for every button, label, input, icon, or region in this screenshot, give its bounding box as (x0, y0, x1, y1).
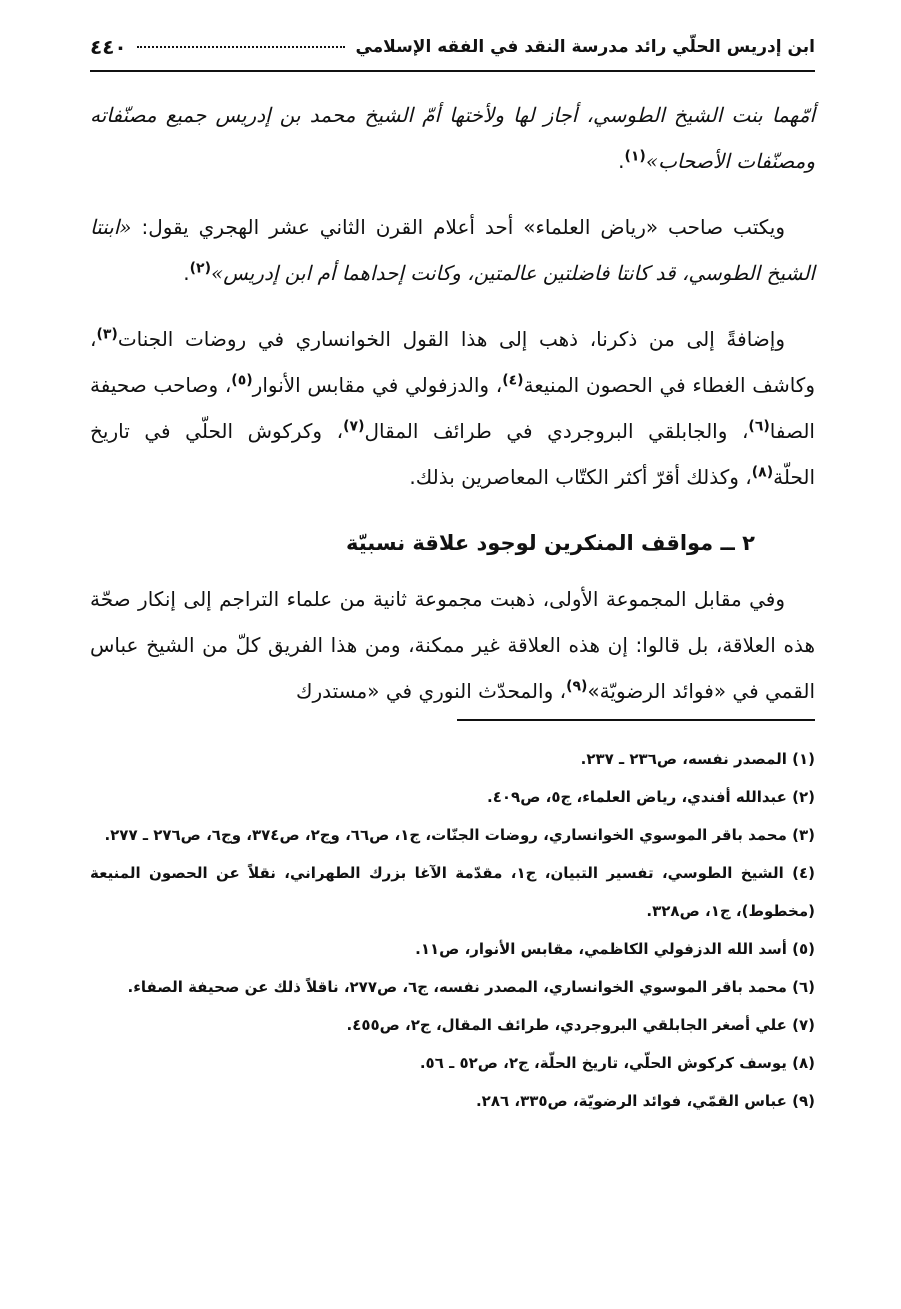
footnote-ref-7: (٧) (343, 418, 365, 435)
paragraph-3-part-3: ، والدزفولي في مقابس الأنوار (252, 373, 503, 397)
paragraph-3-part-1: وإضافةً إلى من ذكرنا، ذهب إلى هذا القول الخوانساري في روضات الجنات (117, 327, 785, 351)
footnote-ref-5: (٥) (231, 372, 253, 389)
footnote-1: (١) المصدر نفسه، ص٢٣٦ ـ ٢٣٧. (580, 750, 815, 768)
footnotes-list (90, 740, 815, 1120)
footnote-ref-1: (١) (624, 148, 646, 165)
footnote-2: (٢) عبدالله أفندي، رياض العلماء، ج٥، ص٤٠٩. (487, 788, 815, 806)
paragraph-1-end: . (618, 149, 625, 173)
footnote-4: (٤) الشيخ الطوسي، تفسير التبيان، ج١، مقدّمة الآغا بزرك الطهراني، نقلاً عن الحصون المنيعة (مخطوط)، ج١، ص٣٢٨. (90, 864, 815, 920)
footnote-7: (٧) علي أصغر الجابلقي البروجردي، طرائف المقال، ج٢، ص٤٥٥. (346, 1016, 815, 1034)
footnote-ref-6: (٦) (748, 418, 770, 435)
page-number: ٤٤٠ (90, 35, 127, 59)
paragraph-3-part-2: ، وكاشف الغطاء في الحصون المنيعة (90, 327, 815, 397)
paragraph-4-part-2: ، والمحدّث النوري في «مستدرك (296, 679, 567, 703)
footnote-ref-8: (٨) (751, 464, 774, 481)
main-text (90, 92, 815, 734)
footnote-9: (٩) عباس القمّي، فوائد الرضويّة، ص٣٣٥، ٢٨٦. (475, 1092, 815, 1110)
paragraph-3 (90, 316, 815, 500)
paragraph-2-end: . (183, 261, 190, 285)
footnote-6: (٦) محمد باقر الموسوي الخوانساري، المصدر نفسه، ج٦، ص٢٧٧، ناقلاً ذلك عن صحيفة الصفاء. (127, 978, 815, 996)
quote-1: أمّهما بنت الشيخ الطوسي، أجاز لها ولأختها أمّ الشيخ محمد بن إدريس جميع مصنّفاته ومصنّفات الأصحاب» (90, 103, 815, 173)
paragraph-3-part-4: ، وصاحب صحيفة الصفا (90, 373, 815, 443)
running-title: ابن إدريس الحلّي رائد مدرسة النقد في الفقه الإسلامي (355, 37, 815, 57)
paragraph-4 (90, 576, 815, 714)
paragraph-2 (90, 204, 815, 296)
running-header (90, 30, 815, 64)
footnote-5: (٥) أسد الله الدزفولي الكاظمي، مقابس الأنوار، ص١١. (415, 940, 815, 958)
footnote-ref-9: (٩) (566, 678, 588, 695)
paragraph-2-text: ويكتب صاحب «رياض العلماء» أحد أعلام القرن الثاني عشر الهجري يقول: (131, 215, 785, 239)
header-rule (90, 70, 815, 72)
paragraph-3-part-6: ، وكركوش الحلّي في تاريخ الحلّة (90, 419, 815, 489)
paragraph-4-part-1: وفي مقابل المجموعة الأولى، ذهبت مجموعة ثانية من علماء التراجم إلى إنكار صحّة هذه العلاقة، بل قالوا: إن هذه العلاقة غير ممكنة، ومن هذا الفريق كلّ من الشيخ عباس القمي في «فوائد الرضويّة» (90, 587, 815, 703)
paragraph-3-part-5: ، والجابلقي البروجردي في طرائف المقال (364, 419, 749, 443)
footnote-ref-3: (٣) (96, 326, 118, 343)
footnote-ref-2: (٢) (189, 260, 211, 277)
paragraph-3-part-7: ، وكذلك أقرّ أكثر الكتّاب المعاصرين بذلك. (409, 465, 752, 489)
footnote-separator (457, 719, 815, 721)
section-heading: ٢ ــ مواقف المنكرين لوجود علاقة نسبيّة (345, 531, 755, 555)
footnote-8: (٨) يوسف كركوش الحلّي، تاريخ الحلّة، ج٢، ص٥٢ ـ ٥٦. (419, 1054, 815, 1072)
header-leader-dots (137, 46, 346, 48)
footnote-3: (٣) محمد باقر الموسوي الخوانساري، روضات الجنّات، ج١، ص٦٦، وج٢، ص٣٧٤، وج٦، ص٢٧٦ ـ ٢٧٧. (104, 826, 815, 844)
quote-2: «ابنتا الشيخ الطوسي، قد كانتا فاضلتين عالمتين، وكانت إحداهما أم ابن إدريس» (90, 215, 815, 285)
footnote-ref-4: (٤) (502, 372, 524, 389)
paragraph-1 (90, 92, 815, 184)
